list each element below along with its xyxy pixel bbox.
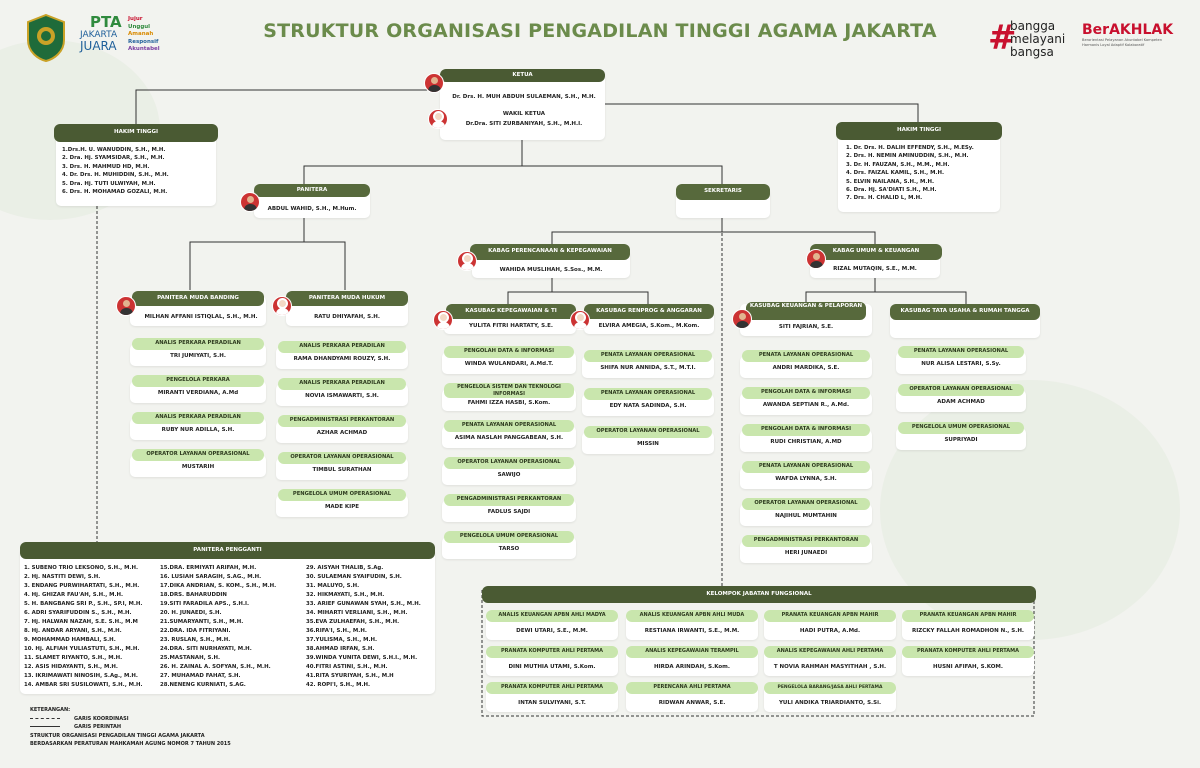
role-title-pill: OPERATOR LAYANAN OPERASIONAL [444,457,574,469]
list-item: 33. ARIEF GUNAWAN SYAH, S.H., M.H. [306,601,421,607]
badge-line3: bangsa [1010,45,1054,59]
list-item: 36.RIFA'I, S.H., M.H. [306,628,367,634]
role-title-pill: PENGADMINISTRASI PERKANTORAN [444,494,574,506]
role-title-pill: PENGELOLA UMUM OPERASIONAL [898,422,1024,434]
role-name: AZHAR ACHMAD [316,430,368,436]
pengganti-col3 [306,564,421,690]
pm-banding-name: MILHAN AFFANI ISTIQLAL, S.H., M.H. [144,314,258,320]
role-name: NUR ALISA LESTARI, S.Sy. [921,361,1001,367]
list-item: 20. H. JUNAEDI, S.H. [160,610,222,616]
fungsional-title-pill: PRANATA KEUANGAN APBN MAHIR [902,610,1034,622]
kasubag-tu-header: KASUBAG TATA USAHA & RUMAH TANGGA [890,304,1040,320]
role-name: MISSIN [637,441,659,447]
role-title-pill: PENGOLAH DATA & INFORMASI [742,387,870,399]
fungsional-title-pill: PRANATA KOMPUTER AHLI PERTAMA [486,646,618,658]
list-item: 28.NENENG KURNIATI, S.AG. [160,682,246,688]
role-name: SAWIJO [497,472,521,478]
wakil-ketua-name: Dr.Dra. SITI ZURBANIYAH, S.H., M.H.I. [465,121,583,127]
list-item: 37.YULISMA, S.H., M.H. [306,637,378,643]
list-item: 12. ASIS HIDAYANTI, S.H., M.H. [24,664,118,670]
list-item: 1.Drs.H. U. WANUDDIN, S.H., M.H. [62,147,166,153]
value-item: Akuntabel [128,46,160,53]
role-title-pill: OPERATOR LAYANAN OPERASIONAL [584,426,712,438]
role-name: ADAM ACHMAD [937,399,985,405]
role-title-pill: OPERATOR LAYANAN OPERASIONAL [278,452,406,464]
pengganti-col1 [24,564,143,690]
role-name: FAHMI IZZA HASBI, S.Kom. [467,400,551,406]
hakim-tinggi-right-header: HAKIM TINGGI [836,122,1002,140]
fungsional-title-pill: PERENCANA AHLI PERTAMA [626,682,758,694]
list-item: 13. IKRIMAWATI NINOSIH, S.Ag., M.H. [24,673,138,679]
badge-line2: melayani [1010,32,1066,46]
value-item: Jujur [128,16,143,22]
kasubag-kepeg-name: YULITA FITRI HARTATY, S.E. [469,323,553,329]
role-name: WAFDA LYNNA, S.H. [775,476,837,482]
pm-banding-avatar [116,296,136,316]
fungsional-name: HUSNI AFIFAH, S.KOM. [933,664,1003,670]
role-title-pill: PENGELOLA PERKARA [132,375,264,387]
role-title-pill: ANALIS PERKARA PERADILAN [278,378,406,390]
role-title-pill: PENATA LAYANAN OPERASIONAL [584,350,712,362]
role-title-pill: PENGOLAH DATA & INFORMASI [742,424,870,436]
wakil-ketua-label: WAKIL KETUA [502,111,546,117]
list-item: 39.WINDA YUNITA DEWI, S.H.I., M.H. [306,655,418,661]
role-title-pill: OPERATOR LAYANAN OPERASIONAL [742,498,870,510]
legend-perintah [30,723,231,732]
legend-koordinasi [30,715,231,724]
list-item: 34. MIHARTI VERLIANI, S.H., M.H. [306,610,408,616]
list-item: 3. ENDANG PURWIHARTATI, S.H., M.H. [24,583,140,589]
list-item: 9. MOHAMMAD HAMBALI, S.H. [24,637,116,643]
role-name: ANDRI MARDIKA, S.E. [772,365,840,371]
list-item: 7. Drs. H. CHALID L, M.H. [846,195,923,202]
ketua-header: KETUA [440,69,605,82]
list-item: 2. Hj. NASTITI DEWI, S.H. [24,574,101,580]
hakim-tinggi-right-list [846,144,974,203]
kabag-perencanaan-name: WAHIDA MUSLIHAH, S.Sos., M.M. [499,267,603,273]
list-item: 18.DRS. BAHARUDDIN [160,592,227,598]
berakhlak-text: BerAKHLAK [1082,22,1174,38]
hakim-tinggi-left-list [62,146,169,196]
list-item: 23. RUSLAN, S.H., M.H. [160,637,231,643]
list-item: 25.MASTANAH, S.H. [160,655,221,661]
role-name: MADE KIPE [324,504,360,510]
role-name: MIRANTI VERDIANA, A.Md [157,390,239,396]
list-item: 10. Hj. ALFIAH YULIASTUTI, S.H., M.H. [24,646,140,652]
logo-pta: PTA [90,13,122,31]
role-title-pill: PENATA LAYANAN OPERASIONAL [584,388,712,400]
list-item: 26. H. ZAINAL A. SOFYAN, S.H., M.H. [160,664,271,670]
role-title-pill: PENATA LAYANAN OPERASIONAL [898,346,1024,358]
role-name: EDY NATA SADINDA, S.H. [609,403,687,409]
role-name: SHIFA NUR ANNIDA, S.T., M.T.I. [600,365,696,371]
page-title: STRUKTUR ORGANISASI PENGADILAN TINGGI AGAMA JAKARTA [263,20,937,42]
fungsional-name: YULI ANDIKA TRIARDIANTO, S.Si. [778,700,882,706]
role-title-pill: ANALIS PERKARA PERADILAN [132,412,264,424]
fungsional-title-pill: PRANATA KEUANGAN APBN MAHIR [764,610,896,622]
fungsional-name: T NOVIA RAHMAH MASYITHAH , S.H. [773,664,887,670]
role-name: WINDA WULANDARI, A.Md.T. [464,361,554,367]
fungsional-title-pill: ANALIS KEUANGAN APBN AHLI MADYA [486,610,618,622]
list-item: 41.RITA SYURIYAH, S.H., M.H [306,673,394,679]
role-name: RUDI CHRISTIAN, A.MD [770,439,842,445]
role-title-pill: PENGADMINISTRASI PERKANTORAN [278,415,406,427]
role-title-pill: PENGELOLA UMUM OPERASIONAL [444,531,574,543]
list-item: 3. Dr. H. FAUZAN, S.H., M.M., M.H. [846,161,950,168]
fungsional-name: RIDWAN ANWAR, S.E. [658,700,726,706]
pm-banding-header: PANITERA MUDA BANDING [132,291,264,306]
list-item: 16. LUSIAH SARAGIH, S.AG., M.H. [160,574,262,580]
kasubag-kepeg-header: KASUBAG KEPEGAWAIAN & TI [446,304,576,319]
list-item: 6. ADRI SYARIFUDDIN S., S.H., M.H. [24,610,132,616]
logo-values [128,16,160,54]
badge-line1: bangga [1010,19,1056,33]
list-item: 24.DRA. SITI NURHAYATI, M.H. [160,646,252,652]
list-item: 7. Hj. HALWAN NAZAH, S.E. S.H., M.M [24,619,138,625]
role-name: AWANDA SEPTIAN R., A.Md. [762,402,850,408]
list-item: 29. AISYAH THALIB, S.Ag. [306,565,384,571]
kabag-perencanaan-header: KABAG PERENCANAAN & KEPEGAWAIAN [470,244,630,260]
fungsional-title-pill: PENGELOLA BARANG/JASA AHLI PERTAMA [764,682,896,694]
kasubag-renprog-name: ELVIRA AMEGIA, S.Kom., M.Kom. [598,323,700,329]
list-item: 6. Dra. Hj. SA'DIATI S.H., M.H. [846,187,937,194]
kasubag-keuangan-name: SITI FAJRIAN, S.E. [778,324,834,330]
legend-koordinasi-label: GARIS KOORDINASI [74,715,129,722]
list-item: 11. SLAMET RIYANTO, S.H., M.H. [24,655,123,661]
keterangan-label: KETERANGAN: [30,707,71,713]
role-name: TARSO [498,546,520,552]
list-item: 17.DIKA ANDRIAN, S. KOM., S.H., M.H. [160,583,277,589]
logo-jakarta: JAKARTA [80,30,118,40]
hash-symbol: # [988,18,1017,58]
keterangan-note2: BERDASARKAN PERATURAN MAHKAMAH AGUNG NOMOR 7 TAHUN 2015 [30,741,231,747]
list-item: 22.DRA. IDA FITRIYANI. [160,628,231,634]
fungsional-title-pill: ANALIS KEPEGAWAIAN AHLI PERTAMA [764,646,896,658]
list-item: 4. Drs. FAIZAL KAMIL, S.H., M.H. [846,170,945,177]
kabag-umum-name: RIZAL MUTAQIN, S.E., M.M. [833,266,917,272]
role-name: RAMA DHANDYAMI ROUZY, S.H. [293,356,391,362]
fungsional-title-pill: PRANATA KOMPUTER AHLI PERTAMA [486,682,618,694]
list-item: 4. Dr. Drs. H. MUHIDDIN, S.H., M.H. [62,172,169,179]
pta-logo [80,15,130,65]
panitera-name: ABDUL WAHID, S.H., M.Hum. [267,206,357,212]
hakim-tinggi-left-header: HAKIM TINGGI [54,124,218,142]
keterangan-note1: STRUKTUR ORGANISASI PENGADILAN TINGGI AGAMA JAKARTA [30,732,205,739]
list-item: 2. Dra. Hj. SYAMSIDAR, S.H., M.H. [62,155,165,162]
list-item: 4. Hj. GHIZAR FAU'AH, S.H., M.H. [24,592,124,598]
pm-hukum-avatar [272,296,292,316]
ketua-avatar [424,73,444,93]
kabag-umum-header: KABAG UMUM & KEUANGAN [810,244,942,260]
list-item: 5. ELVIN NAILANA, S.H., M.H. [846,178,935,185]
role-title-pill: PENATA LAYANAN OPERASIONAL [742,461,870,473]
list-item: 5. H. BANGBANG SRI P., S.H., SP.I, M.H. [24,601,143,607]
kasubag-renprog-header: KASUBAG RENPROG & ANGGARAN [584,304,714,319]
role-title-pill: PENGOLAH DATA & INFORMASI [444,346,574,358]
role-name: HERI JUNAEDI [784,550,828,556]
role-title-pill: PENGELOLA UMUM OPERASIONAL [278,489,406,501]
role-title-pill: PENATA LAYANAN OPERASIONAL [742,350,870,362]
kasubag-keuangan-label: KASUBAG KEUANGAN & PELAPORAN [749,303,863,309]
role-title-pill: ANALIS PERKARA PERADILAN [278,341,406,353]
pengganti-col2 [160,564,276,690]
role-title-pill: OPERATOR LAYANAN OPERASIONAL [132,449,264,461]
fungsional-name: RESTIANA IRWANTI, S.E., M.M. [644,628,740,634]
list-item: 1. SUBENO TRIO LEKSONO, S.H., M.H. [24,565,139,571]
kasubag-keuangan-header [746,302,866,320]
fungsional-name: INTAN SULVIYANI, S.T. [518,700,586,706]
list-item: 8. Hj. ANDAR ARYANI, S.H., M.H. [24,628,122,634]
role-title-pill: PENGADMINISTRASI PERKANTORAN [742,535,870,547]
role-name: FADLUS SAJDI [487,509,531,515]
value-item: Responsif [128,38,159,45]
list-item: 21.SUMARYANTI, S.H., M.H. [160,619,244,625]
list-item: 14. AMBAR SRI SUSILOWATI, S.H., M.H. [24,682,143,688]
panitera-header: PANITERA [254,184,370,197]
list-item: 30. SULAEMAN SYAIFUDIN, S.H. [306,574,402,580]
list-item: 40.FITRI ASTINI, S.H., M.H. [306,664,388,670]
role-name: TIMBUL SURATHAN [312,467,372,473]
role-name: ASIMA NASLAH PANGGABEAN, S.H. [454,435,564,441]
logo-juara: JUARA [80,39,117,53]
fungsional-name: DINI MUTHIA UTAMI, S.Kom. [508,664,596,670]
role-name: MUSTARIH [181,464,215,470]
list-item: 15.DRA. ERMIYATI ARIFAH, M.H. [160,565,257,571]
role-name: TRI JUMIYATI, S.H. [170,353,226,359]
berakhlak-sub: Berorientasi Pelayanan Akuntabel Kompeten Harmonis Loyal Adaptif Kolaboratif [1082,38,1163,47]
list-item: 32. HIKMAYATI, S.H., M.H. [306,592,385,598]
list-item: 2. Drs. H. NEMIN AMINUDDIN, S.H., M.H. [846,153,969,160]
mahkamah-agung-logo-icon [26,14,66,62]
list-item: 19.SITI FARADILA APS., S.H.I. [160,601,250,607]
value-item: Amanah [128,31,154,38]
role-title-pill: PENATA LAYANAN OPERASIONAL [444,420,574,432]
sekretaris-header: SEKRETARIS [676,184,770,200]
keterangan [30,706,231,749]
fungsional-name: RIZCKY FALLAH ROMADHON N., S.H. [911,628,1025,634]
role-name: NAJIHUL MUMTAHIN [775,513,837,519]
list-item: 35.EVA ZULHAEFAH, S.H., M.H. [306,619,400,625]
role-title-pill: OPERATOR LAYANAN OPERASIONAL [898,384,1024,396]
fungsional-title-pill: ANALIS KEPEGAWAIAN TERAMPIL [626,646,758,658]
legend-perintah-label: GARIS PERINTAH [74,724,122,730]
list-item: 1. Dr. Drs. H. DALIH EFFENDY, S.H., M.ESy. [846,145,974,151]
fungsional-title-pill: ANALIS KEUANGAN APBN AHLI MUDA [626,610,758,622]
fungsional-name: DEWI UTARI, S.E., M.M. [516,628,588,634]
pm-hukum-name: RATU DHIYAFAH, S.H. [314,314,380,320]
fungsional-header: KELOMPOK JABATAN FUNGSIONAL [482,586,1036,603]
list-item: 42. ROPI'I, S.H., M.H. [306,682,371,688]
role-title-pill: ANALIS PERKARA PERADILAN [132,338,264,350]
role-name: RUBY NUR ADILLA, S.H. [161,427,235,433]
list-item: 6. Drs. H. MOHAMAD GOZALI, M.H. [62,189,168,196]
role-name: SUPRIYADI [944,437,978,443]
fungsional-name: HIRDA ARINDAH, S.Kom. [653,664,730,670]
berakhlak-logo [1082,22,1182,47]
bangga-melayani-badge [988,18,1078,64]
fungsional-title-pill: PRANATA KOMPUTER AHLI PERTAMA [902,646,1034,658]
role-title-pill: PENGELOLA SISTEM DAN TEKNOLOGI INFORMASI [444,383,574,398]
list-item: 38.AHMAD IRFAN, S.H. [306,646,375,652]
fungsional-name: HADI PUTRA, A.Md. [799,628,861,634]
role-name: NOVIA ISMAWARTI, S.H. [305,393,379,399]
panitera-pengganti-header: PANITERA PENGGANTI [20,542,435,559]
list-item: 31. MALUYO, S.H. [306,583,360,589]
value-item: Unggul [128,23,151,30]
ketua-name: Dr. Drs. H. MUH ABDUH SULAEMAN, S.H., M.H. [452,94,596,100]
list-item: 5. Dra. Hj. TUTI ULWIYAH, M.H. [62,180,156,187]
list-item: 3. Drs. H. MAHMUD HD, M.H. [62,163,150,170]
list-item: 27. MUHAMAD FAHAT, S.H. [160,673,241,679]
pm-hukum-header: PANITERA MUDA HUKUM [286,291,408,306]
